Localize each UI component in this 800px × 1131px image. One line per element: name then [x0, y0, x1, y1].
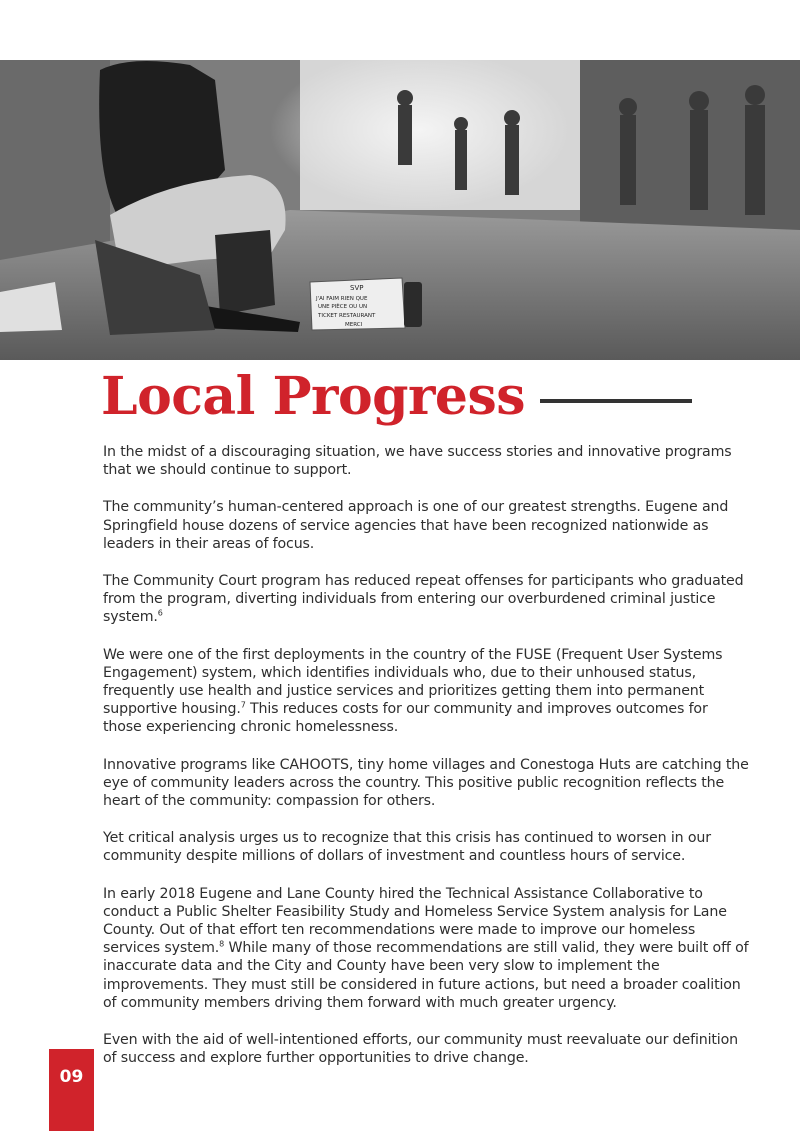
cardboard-sign [310, 278, 405, 330]
paragraph: Even with the aid of well-intentioned efforts, our community must reevaluate our definition of success and explore further opportunities to drive change. [103, 1032, 738, 1067]
heading-row [101, 366, 701, 430]
paragraph: The community’s human-centered approach is one of our greatest strengths. Eugene and Springfield house dozens of service agencies that have been recognized nationwide as leaders in their areas of focus. [103, 499, 729, 552]
page-title: Local Progress [101, 366, 526, 427]
title-rule [540, 399, 692, 403]
sign-line-2: J'AI FAIM RIEN QUE [316, 296, 368, 302]
page-number: 09 [59, 1067, 84, 1087]
paragraph: We were one of the first deployments in the country of the FUSE (Frequent User Systems Engagement) system, which identifies individuals who, due to their unhoused status, frequently use health and justice services and prioritizes getting them into permanent supportive housing.$^7$ This reduces costs for our community and improves outcomes for those experiencing chronic homelessness. [103, 646, 723, 736]
paragraph: In early 2018 Eugene and Lane County hired the Technical Assistance Collaborative to conduct a Public Shelter Feasibility Study and Homeless Service System analysis for Lane County. Out of that effort ten recommendations were made to improve our homeless services system.$^8$ While many of those recommendations are still valid, they were built off of inaccurate data and the City and County have been very slow to implement the improvements. They must still be considered in future actions, but need a broader coalition of community members driving them forward with much greater urgency. [103, 885, 749, 1011]
header-photo [0, 60, 800, 360]
paragraph: In the midst of a discouraging situation, we have success stories and innovative programs that we should continue to support. [103, 444, 732, 479]
sign-line-4: TICKET RESTAURANT [318, 313, 376, 319]
paragraph: Yet critical analysis urges us to recognize that this crisis has continued to worsen in our community despite millions of dollars of investment and countless hours of service. [103, 830, 711, 865]
page-number-tab [49, 1049, 94, 1131]
street-scene-illustration [0, 60, 800, 360]
body-text [103, 443, 749, 1086]
paragraph: The Community Court program has reduced repeat offenses for participants who graduated from the program, diverting individuals from entering our overburdened criminal justice system.$^6$ [103, 573, 744, 626]
footnote-ref: 7 [240, 700, 246, 710]
footnote-ref: 6 [157, 608, 163, 618]
sign-line-5: MERCI [345, 322, 363, 328]
sign-line-3: UNE PIÈCE OU UN [318, 304, 368, 310]
sign-line-1: SVP [350, 284, 364, 292]
footnote-ref: 8 [219, 939, 225, 949]
paragraph: Innovative programs like CAHOOTS, tiny home villages and Conestoga Huts are catching the eye of community leaders across the country. This positive public recognition reflects the heart of the community: compassion for others. [103, 756, 749, 810]
cup [404, 282, 422, 327]
